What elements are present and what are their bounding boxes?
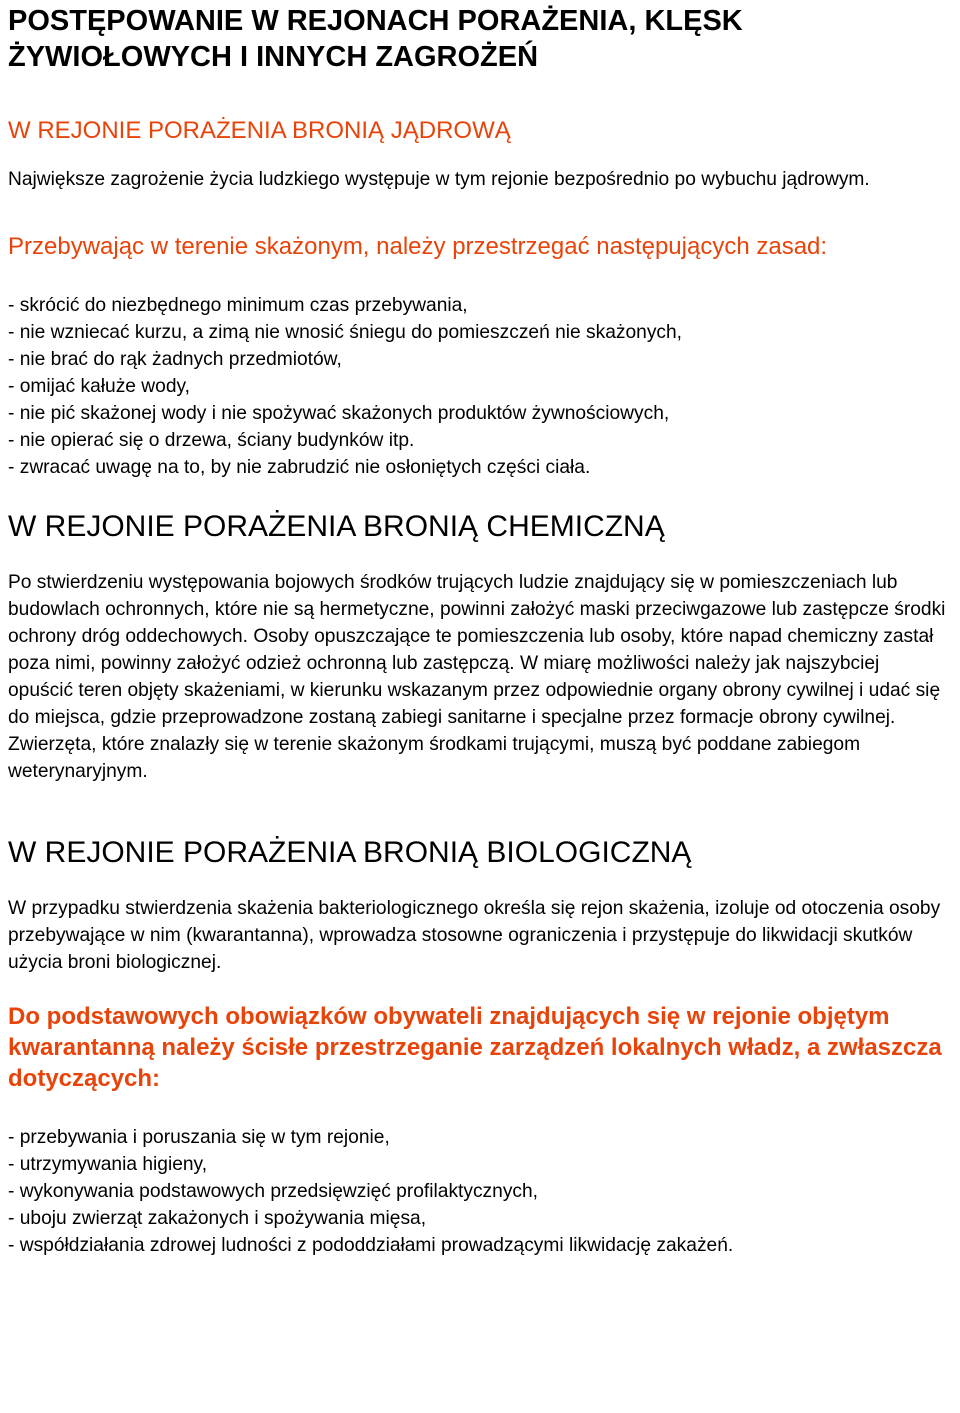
document-page [8, 0, 953, 1259]
section-nuclear [8, 116, 953, 481]
section-body: Po stwierdzeniu występowania bojowych środków trujących ludzie znajdujący się w pomieszczeniach lub budowlach ochronnych, które nie są hermetyczne, powinni założyć maski przeciwgazowe lub zastępcze środki ochrony dróg oddechowych. Osoby opuszczające te pomieszczenia lub osoby, które napad chemiczny zastał poza nimi, powinny założyć odzież ochronną lub zastępczą. W miarę możliwości należy jak najszybciej opuścić teren objęty skażeniami, w kierunku wskazanym przez odpowiednie organy obrony cywilnej i udać się do miejsca, gdzie przeprowadzone zostaną zabiegi sanitarne i specjalne przez formacje obrony cywilnej. Zwierzęta, które znalazły się w terenie skażonym środkami trującymi, muszą być poddane zabiegom weterynaryjnym. [8, 572, 946, 782]
title-line: ŻYWIOŁOWYCH I INNYCH ZAGROŻEŃ [8, 41, 539, 73]
section-heading: W REJONIE PORAŻENIA BRONIĄ BIOLOGICZNĄ [8, 836, 692, 869]
section-chemical [8, 509, 953, 785]
duties-heading: Do podstawowych obowiązków obywateli znajdujących się w rejonie objętym kwarantanną należy ścisłe przestrzeganie zarządzeń lokalnych władz, a zwłaszcza dotyczących: [8, 1003, 942, 1092]
section-biological [8, 835, 953, 1259]
rules-heading: Przebywając w terenie skażonym, należy przestrzegać następujących zasad: [8, 233, 828, 260]
section-intro: Największe zagrożenie życia ludzkiego występuje w tym rejonie bezpośrednio po wybuchu jądrowym. [8, 169, 870, 190]
list-item: - uboju zwierząt zakażonych i spożywania mięsa, [8, 1208, 427, 1229]
list-item: - współdziałania zdrowej ludności z pododdziałami prowadzącymi likwidację zakażeń. [8, 1235, 734, 1256]
duties-list [8, 1124, 953, 1259]
rules-list [8, 292, 953, 481]
section-heading: W REJONIE PORAŻENIA BRONIĄ CHEMICZNĄ [8, 510, 665, 543]
list-item: - zwracać uwagę na to, by nie zabrudzić nie osłoniętych części ciała. [8, 457, 591, 478]
list-item: - przebywania i poruszania się w tym rejonie, [8, 1127, 390, 1148]
document-title [8, 0, 953, 77]
section-body: W przypadku stwierdzenia skażenia bakteriologicznego określa się rejon skażenia, izoluje od otoczenia osoby przebywające w nim (kwarantanna), wprowadza stosowne ograniczenia i przystępuje do likwidacji skutków użycia broni biologicznej. [8, 898, 941, 973]
list-item: - nie wzniecać kurzu, a zimą nie wnosić śniegu do pomieszczeń nie skażonych, [8, 322, 683, 343]
list-item: - omijać kałuże wody, [8, 376, 190, 397]
list-item: - skrócić do niezbędnego minimum czas przebywania, [8, 295, 468, 316]
list-item: - nie brać do rąk żadnych przedmiotów, [8, 349, 342, 370]
list-item: - utrzymywania higieny, [8, 1154, 208, 1175]
title-line: POSTĘPOWANIE W REJONACH PORAŻENIA, KLĘSK [8, 5, 743, 37]
list-item: - nie pić skażonej wody i nie spożywać skażonych produktów żywnościowych, [8, 403, 670, 424]
list-item: - nie opierać się o drzewa, ściany budynków itp. [8, 430, 415, 451]
section-heading: W REJONIE PORAŻENIA BRONIĄ JĄDROWĄ [8, 117, 511, 144]
list-item: - wykonywania podstawowych przedsięwzięć profilaktycznych, [8, 1181, 539, 1202]
